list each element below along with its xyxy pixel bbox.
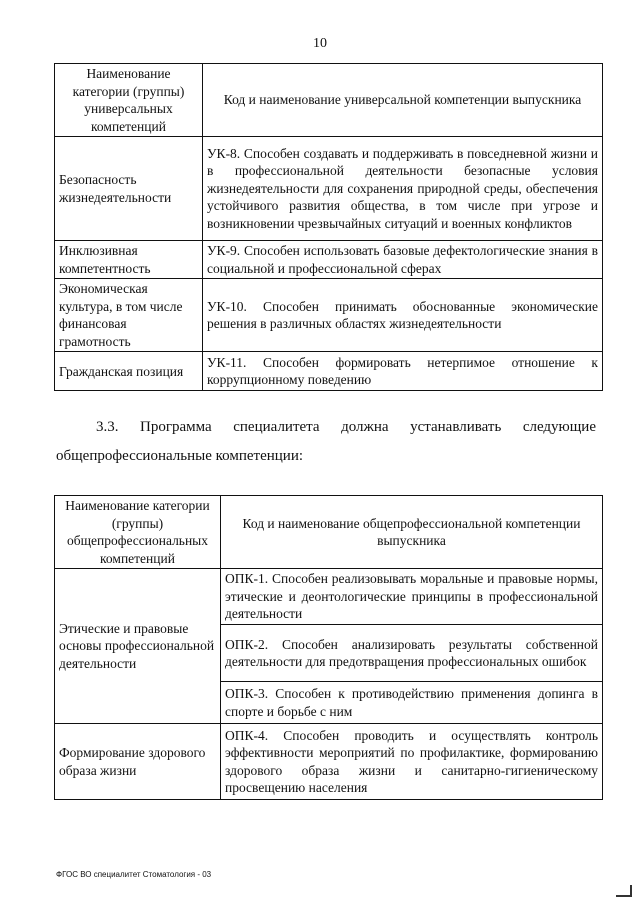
table-row [55,137,603,241]
category-cell: Экономическая культура, в том числе финансовая грамотность [55,279,203,352]
table-row [55,724,603,800]
table-row [55,279,603,352]
competence-cell: ОПК-2. Способен анализировать результаты собственной деятельности для предотвращения профессиональных ошибок [221,625,603,682]
table-row [55,569,603,625]
competence-cell: УК-9. Способен использовать базовые дефектологические знания в социальной и профессиональной сферах [203,241,603,279]
table-row [55,352,603,391]
table-header-row [55,64,603,137]
competence-cell: УК-11. Способен формировать нетерпимое отношение к коррупционному поведению [203,352,603,391]
competence-cell: ОПК-1. Способен реализовывать моральные и правовые нормы, этические и деонтологические принципы в профессиональной деятельности [221,569,603,625]
table-header-row [55,496,603,569]
category-cell: Формирование здорового образа жизни [55,724,221,800]
header-code: Код и наименование общепрофессиональной компетенции выпускника [221,496,603,569]
paragraph-line-2: общепрофессиональные компетенции: [56,448,304,464]
competence-cell: ОПК-4. Способен проводить и осуществлять контроль эффективности мероприятий по профилактике, формированию здорового образа жизни и санитарно-гигиеническому просвещению населения [221,724,603,800]
category-cell: Безопасность жизнедеятельности [55,137,203,241]
competence-cell: УК-8. Способен создавать и поддерживать в повседневной жизни и в профессиональной деятельности безопасные условия жизнедеятельности для сохранения природной среды, обеспечения устойчивого развития общества, в том числе при угрозе и возникновении чрезвычайных ситуаций и военных конфликтов [203,137,603,241]
universal-competencies-table [54,63,603,391]
general-professional-competencies-table [54,495,603,800]
category-cell: Этические и правовые основы профессиональной деятельности [55,569,221,724]
header-category: Наименование категории (группы) универсальных компетенций [55,64,203,137]
header-category: Наименование категории (группы) общепрофессиональных компетенций [55,496,221,569]
competence-cell: УК-10. Способен принимать обоснованные экономические решения в различных областях жизнедеятельности [203,279,603,352]
page-number: 10 [313,36,327,51]
table-row [55,241,603,279]
competence-cell: ОПК-3. Способен к противодействию применения допинга в спорте и борьбе с ним [221,682,603,724]
category-cell: Гражданская позиция [55,352,203,391]
header-code: Код и наименование универсальной компетенции выпускника [203,64,603,137]
paragraph-line-1: 3.3. Программа специалитета должна устанавливать следующие [96,419,596,435]
corner-mark [616,885,632,897]
page-footer: ФГОС ВО специалитет Стоматология - 03 [56,870,212,879]
category-cell: Инклюзивная компетентность [55,241,203,279]
